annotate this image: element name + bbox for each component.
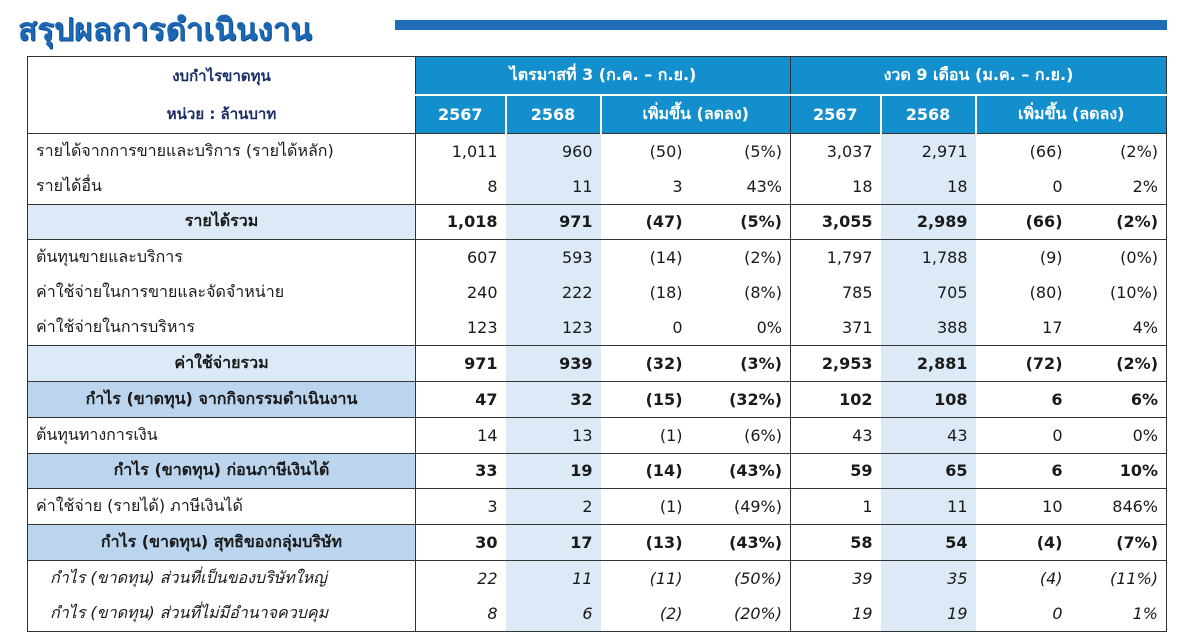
cell-q3-2567: 240 [466, 283, 498, 303]
cell-q3-2568: 13 [506, 417, 601, 453]
header-row-columns [28, 95, 1167, 133]
row-label: กำไร (ขาดทุน) สุทธิของกลุ่มบริษัท [28, 525, 416, 561]
row-label: ค่าใช้จ่ายรวม [28, 345, 416, 381]
cell-q3-2567: 47 [416, 381, 506, 417]
row-label: ค่าใช้จ่ายในการขายและจัดจำหน่าย [28, 275, 416, 310]
cell-q3-2568: 593 [506, 240, 601, 275]
cell-q3-2567: 123 [466, 318, 498, 338]
row-label: รายได้จากการขายและบริการ (รายได้หลัก) [28, 133, 416, 168]
cell-9m-2568: 11 [881, 489, 976, 525]
table-row [28, 240, 1167, 275]
cell-q3-percent: (43%) [691, 525, 791, 561]
cell-9m-2567: 58 [791, 525, 881, 561]
cell-q3-change: (14) [601, 453, 691, 489]
cell-q3-2568: 2 [506, 489, 601, 525]
cell-9m-2568: 705 [881, 275, 976, 310]
cell-q3-2567: 8 [416, 596, 506, 632]
cell-9m-2567: 371 [841, 318, 873, 338]
cell-9m-2568: 65 [881, 453, 976, 489]
cell-q3-change: (47) [601, 204, 691, 240]
cell-q3-percent: (43%) [691, 453, 791, 489]
title-underline-bar [395, 20, 1167, 30]
cell-9m-2568: 18 [881, 169, 976, 204]
cell-q3-change: (1) [601, 489, 691, 525]
cell-q3-percent: (2%) [691, 240, 791, 275]
row-label: ค่าใช้จ่ายในการบริหาร [28, 310, 416, 345]
table-row [28, 133, 1167, 168]
cell-q3-2567: 8 [487, 176, 498, 196]
cell-q3-percent: (8%) [691, 275, 791, 310]
cell-9m-change: (80) [1029, 283, 1063, 303]
header-group-9m: งวด 9 เดือน (ม.ค. – ก.ย.) [791, 57, 1167, 95]
cell-9m-2568: 388 [881, 310, 976, 345]
cell-9m-percent: 846% [1071, 489, 1167, 525]
cell-9m-change: (66) [976, 133, 1071, 168]
header-9m-change: เพิ่มขึ้น (ลดลง) [976, 95, 1167, 133]
cell-q3-2568: 17 [506, 525, 601, 561]
cell-9m-2568: 19 [881, 596, 976, 632]
cell-9m-change: (4) [976, 525, 1071, 561]
table-row [28, 169, 1167, 204]
header-9m-2567: 2567 [791, 95, 881, 133]
total-revenue-row [28, 204, 1167, 240]
cell-q3-change: (13) [601, 525, 691, 561]
cell-q3-change: (32) [601, 345, 691, 381]
cell-9m-change: (4) [976, 561, 1071, 596]
corner-header-unit: หน่วย : ล้านบาท [28, 95, 416, 133]
cell-9m-change: 0 [976, 417, 1071, 453]
cell-9m-percent: (0%) [1071, 240, 1167, 275]
header-row-groups [28, 57, 1167, 95]
cell-q3-2567: 1,018 [416, 204, 506, 240]
row-label: ค่าใช้จ่าย (รายได้) ภาษีเงินได้ [28, 489, 416, 525]
row-label: รายได้รวม [28, 204, 416, 240]
cell-q3-change: (2) [601, 596, 691, 632]
cell-9m-2567: 1 [791, 489, 881, 525]
cell-q3-percent: (50%) [691, 561, 791, 596]
cell-q3-percent: (5%) [691, 204, 791, 240]
cell-q3-change: (14) [601, 240, 691, 275]
cell-9m-change: 10 [976, 489, 1071, 525]
cell-9m-change: (66) [976, 204, 1071, 240]
cell-9m-percent: 6% [1071, 381, 1167, 417]
cell-q3-2568: 123 [506, 310, 601, 345]
cell-q3-percent: (5%) [691, 133, 791, 168]
row-label: ต้นทุนขายและบริการ [28, 240, 416, 275]
total-expenses-row [28, 345, 1167, 381]
header-q3-2567: 2567 [416, 95, 506, 133]
cell-q3-2567: 971 [416, 345, 506, 381]
cell-9m-2567: 19 [791, 596, 881, 632]
income-statement-table [27, 56, 1167, 632]
cell-q3-2568: 6 [506, 596, 601, 632]
row-label: กำไร (ขาดทุน) ส่วนที่เป็นของบริษัทใหญ่ [28, 561, 416, 596]
table-row [28, 417, 1167, 453]
cell-q3-percent: 43% [691, 169, 791, 204]
row-label: ต้นทุนทางการเงิน [28, 417, 416, 453]
operating-profit-row [28, 381, 1167, 417]
cell-q3-2568: 939 [506, 345, 601, 381]
table-row [28, 596, 1167, 632]
row-label: กำไร (ขาดทุน) ส่วนที่ไม่มีอำนาจควบคุม [28, 596, 416, 632]
cell-9m-percent: (2%) [1071, 133, 1167, 168]
cell-9m-2567: 59 [791, 453, 881, 489]
cell-9m-percent: 2% [1071, 169, 1167, 204]
cell-q3-2567: 1,011 [416, 133, 506, 168]
cell-q3-change: (50) [601, 133, 691, 168]
cell-9m-2567: 2,953 [791, 345, 881, 381]
header-9m-2568: 2568 [881, 95, 976, 133]
corner-header-title: งบกำไรขาดทุน [28, 57, 416, 95]
cell-9m-2568: 35 [881, 561, 976, 596]
cell-q3-percent: (6%) [691, 417, 791, 453]
cell-9m-2567: 102 [791, 381, 881, 417]
cell-q3-2568: 971 [506, 204, 601, 240]
cell-9m-2567: 1,797 [791, 240, 881, 275]
cell-9m-2567: 3,055 [791, 204, 881, 240]
header-q3-change: เพิ่มขึ้น (ลดลง) [601, 95, 791, 133]
table-row [28, 275, 1167, 310]
cell-q3-percent: (32%) [691, 381, 791, 417]
cell-9m-change: 6 [976, 453, 1071, 489]
table-row [28, 561, 1167, 596]
cell-9m-2567: 785 [841, 283, 873, 303]
cell-9m-change: 0 [976, 596, 1071, 632]
cell-q3-2567: 22 [416, 561, 506, 596]
cell-9m-percent: (11%) [1071, 561, 1167, 596]
table-row [28, 310, 1167, 345]
cell-9m-2568: 2,971 [881, 133, 976, 168]
row-label: กำไร (ขาดทุน) จากกิจกรรมดำเนินงาน [28, 381, 416, 417]
cell-9m-percent: (2%) [1071, 204, 1167, 240]
cell-q3-change: (15) [601, 381, 691, 417]
header-q3-2568: 2568 [506, 95, 601, 133]
row-label: รายได้อื่น [28, 169, 416, 204]
cell-9m-change: 17 [1042, 318, 1063, 338]
cell-q3-change: (18) [649, 283, 683, 303]
cell-q3-2567: 3 [416, 489, 506, 525]
table-row [28, 489, 1167, 525]
cell-9m-2568: 2,989 [881, 204, 976, 240]
cell-9m-percent: 1% [1071, 596, 1167, 632]
cell-q3-2568: 19 [506, 453, 601, 489]
row-label: กำไร (ขาดทุน) ก่อนภาษีเงินได้ [28, 453, 416, 489]
cell-q3-2568: 960 [506, 133, 601, 168]
cell-q3-2567: 607 [416, 240, 506, 275]
cell-9m-percent: 0% [1071, 417, 1167, 453]
cell-q3-2567: 14 [416, 417, 506, 453]
header-group-q3: ไตรมาสที่ 3 (ก.ค. – ก.ย.) [416, 57, 791, 95]
page-title: สรุปผลการดำเนินงาน [18, 12, 312, 48]
cell-9m-change: (9) [976, 240, 1071, 275]
cell-q3-2568: 32 [506, 381, 601, 417]
cell-q3-change: (11) [601, 561, 691, 596]
cell-9m-2567: 18 [852, 176, 873, 196]
cell-q3-change: 3 [672, 176, 683, 196]
profit-before-tax-row [28, 453, 1167, 489]
cell-9m-2568: 43 [881, 417, 976, 453]
cell-9m-2568: 108 [881, 381, 976, 417]
cell-9m-change: 0 [1052, 176, 1063, 196]
cell-q3-2567: 33 [416, 453, 506, 489]
cell-q3-2568: 222 [506, 275, 601, 310]
cell-q3-2568: 11 [506, 169, 601, 204]
cell-9m-percent: (10%) [1071, 275, 1167, 310]
cell-9m-2567: 3,037 [791, 133, 881, 168]
cell-q3-2567: 30 [416, 525, 506, 561]
cell-q3-percent: (49%) [691, 489, 791, 525]
cell-9m-percent: 10% [1071, 453, 1167, 489]
cell-q3-percent: 0% [691, 310, 791, 345]
cell-9m-2567: 39 [791, 561, 881, 596]
cell-q3-2568: 11 [506, 561, 601, 596]
cell-9m-2568: 54 [881, 525, 976, 561]
net-profit-row [28, 525, 1167, 561]
cell-q3-percent: (3%) [691, 345, 791, 381]
cell-q3-percent: (20%) [691, 596, 791, 632]
cell-9m-percent: (2%) [1071, 345, 1167, 381]
cell-9m-change: 6 [976, 381, 1071, 417]
cell-q3-change: 0 [672, 318, 683, 338]
cell-q3-change: (1) [601, 417, 691, 453]
cell-9m-change: (72) [976, 345, 1071, 381]
cell-9m-2567: 43 [791, 417, 881, 453]
cell-9m-2568: 2,881 [881, 345, 976, 381]
cell-9m-percent: (7%) [1071, 525, 1167, 561]
cell-9m-2568: 1,788 [881, 240, 976, 275]
cell-9m-percent: 4% [1071, 310, 1167, 345]
